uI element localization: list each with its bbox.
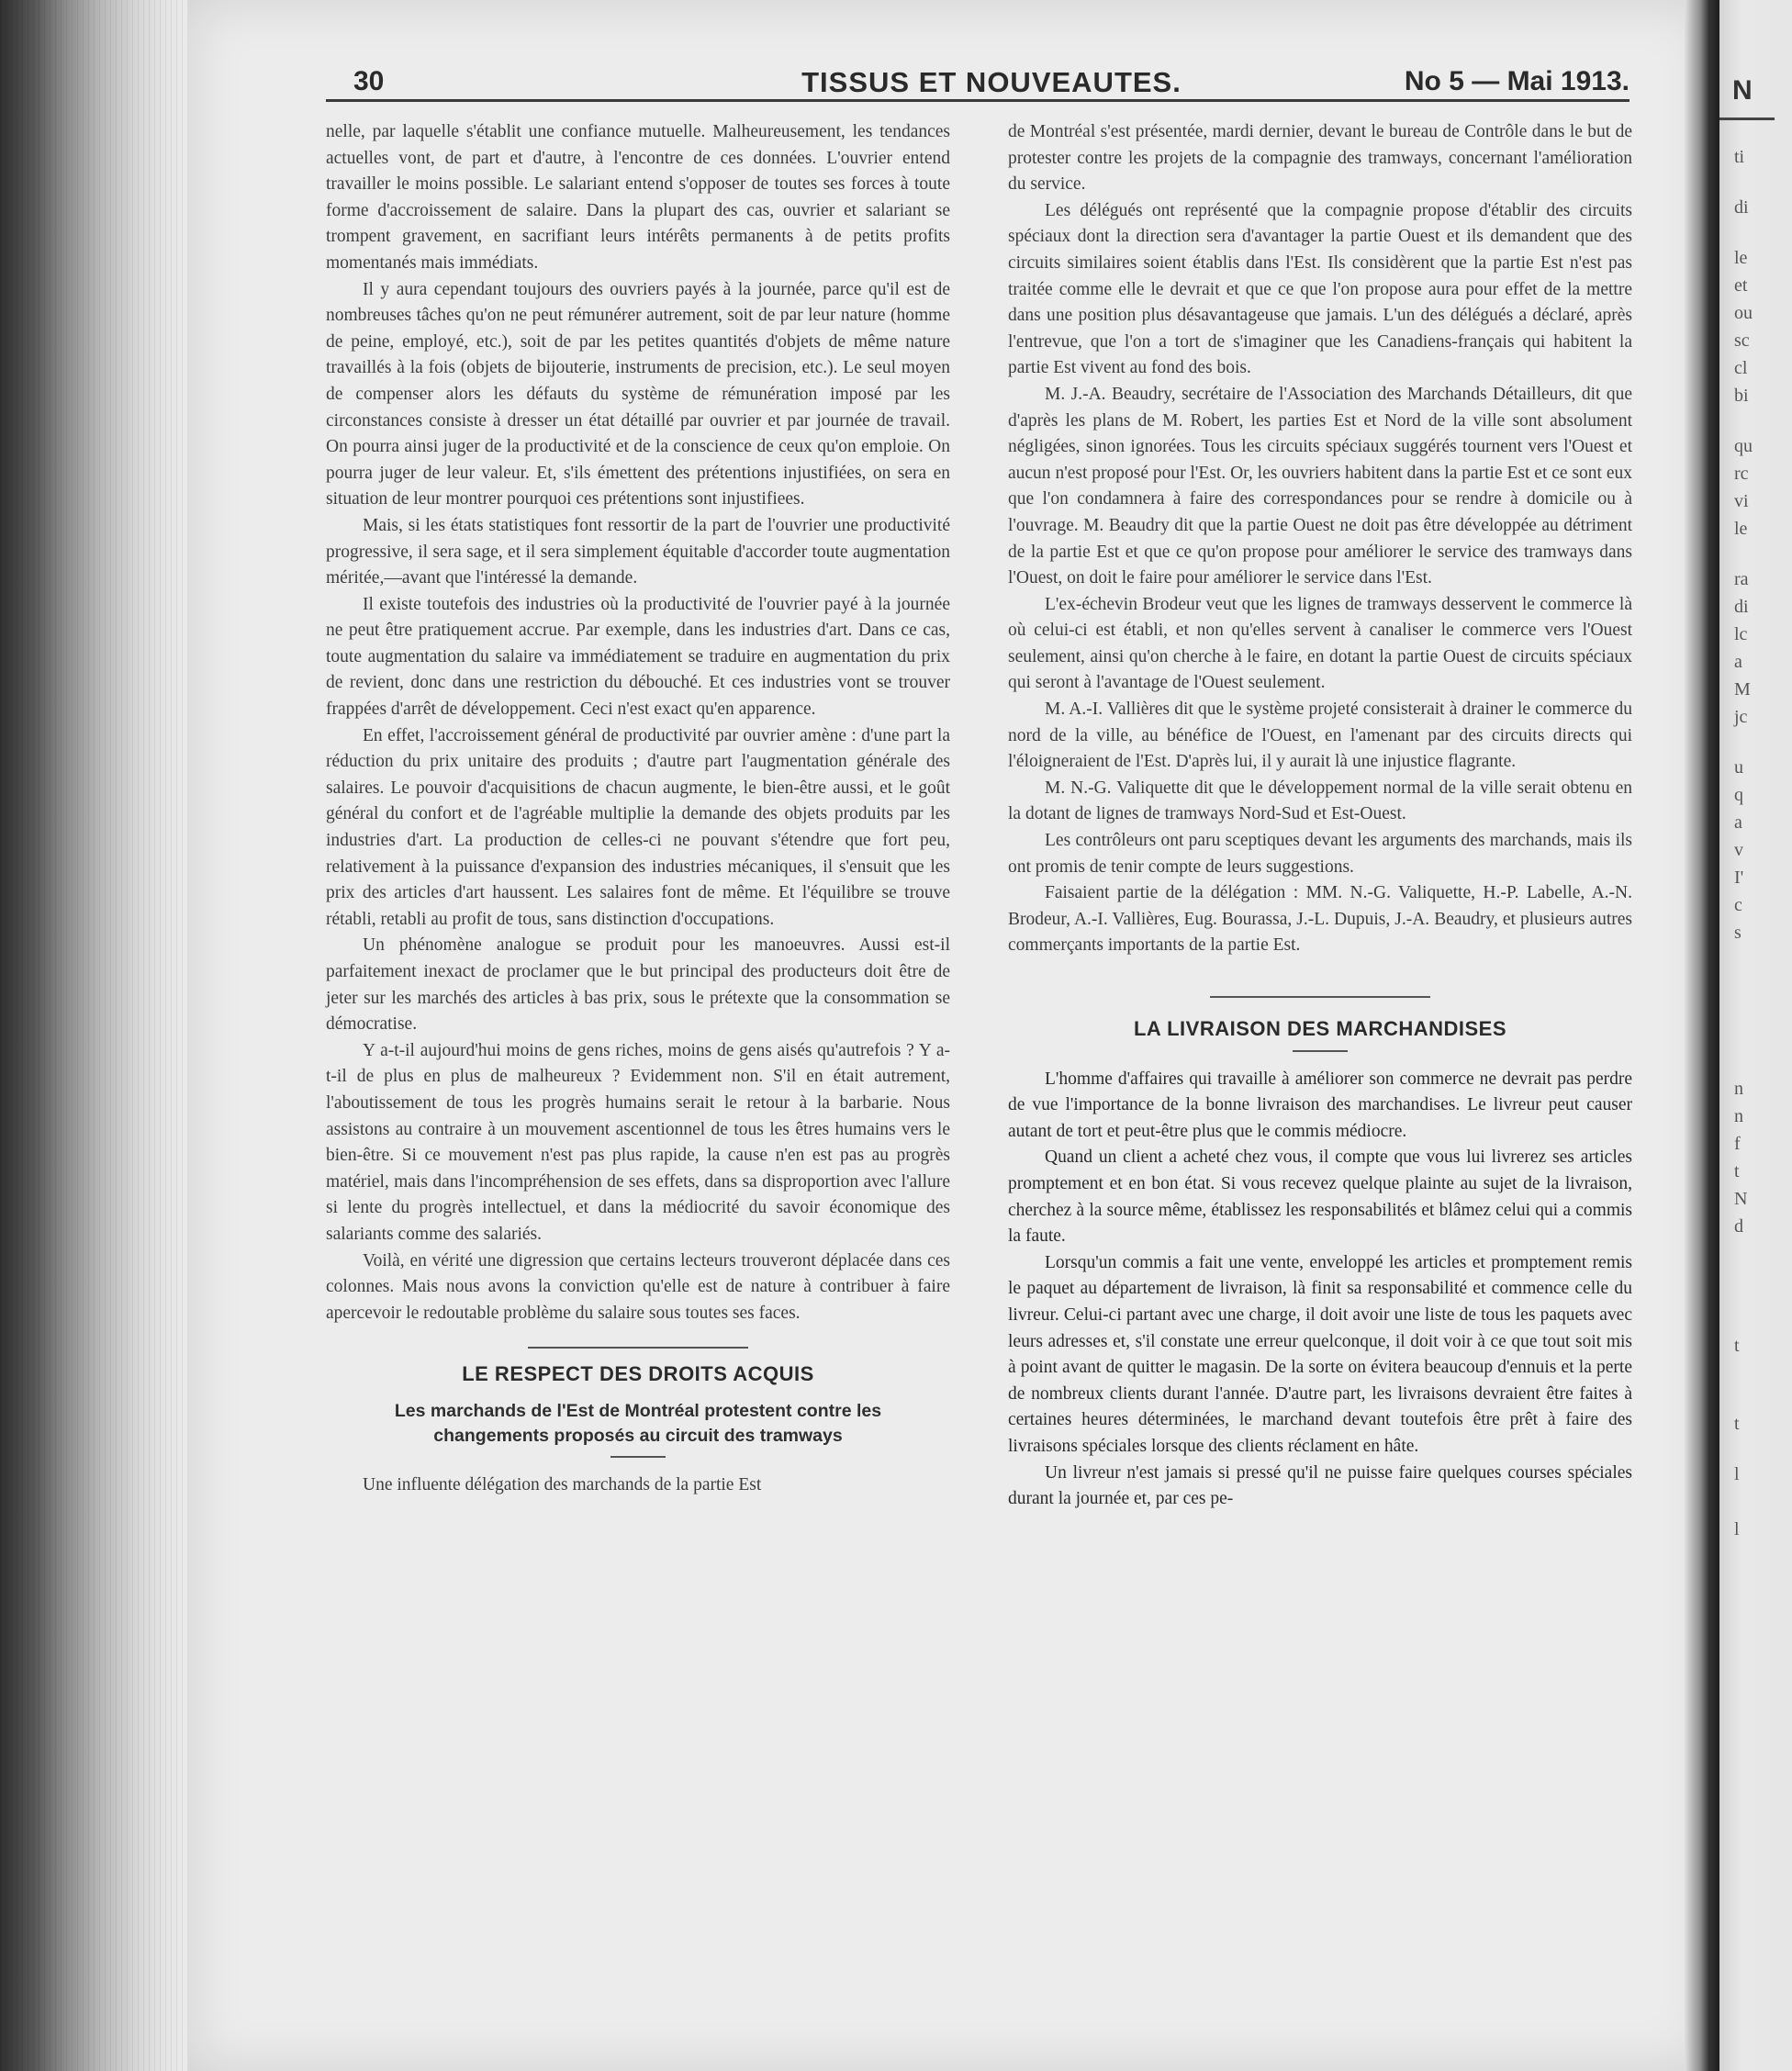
paragraph: Les délégués ont représenté que la compagnie propose d'établir des circuits spéciaux dont la direction sera d'avantager la partie Ouest et ils demandent que des circuits similaires soient établis dans l'Est. Ils considèrent que la partie Est n'est pas traitée comme elle le devrait et que ce que l'on propose aura pour effet de la mettre dans une position plus désavantageuse que jamais. L'un des délégués a déclaré, après l'entrevue, que l'on a tort de s'imaginer que les Canadiens-français qui habitent la partie Est vivent au fond des bois. [1008, 200, 1632, 378]
adjacent-page-line-fragment: jc [1734, 707, 1748, 727]
journal-title: TISSUS ET NOUVEAUTES. [801, 66, 1182, 98]
paragraph: Une influente délégation des marchands de la partie Est [363, 1474, 762, 1494]
paragraph: M. N.-G. Valiquette dit que le développement normal de la ville serait obtenu en la dotant de lignes de tramways Nord-Sud et Est-Ouest. [1008, 778, 1632, 824]
adjacent-page-line-fragment: rc [1734, 464, 1749, 484]
adjacent-page-line-fragment: bi [1734, 386, 1749, 406]
adjacent-page-line-fragment: ra [1734, 569, 1749, 589]
adjacent-page-line-fragment: c [1734, 895, 1742, 915]
adjacent-page-line-fragment: cl [1734, 358, 1748, 378]
adjacent-page-line-fragment: lc [1734, 624, 1748, 644]
left-column [326, 119, 950, 1499]
adjacent-page-line-fragment: M [1734, 679, 1751, 700]
adjacent-page-line-fragment: N [1734, 1189, 1748, 1209]
adjacent-page-line-fragment: a [1734, 652, 1742, 672]
adjacent-page-edge [1719, 0, 1792, 2071]
adjacent-page-line-fragment: q [1734, 785, 1743, 805]
adjacent-page-line-fragment: s [1734, 923, 1742, 943]
issue-label: No 5 — Mai 1913. [1404, 66, 1630, 96]
adjacent-page-header-rule [1719, 118, 1775, 120]
adjacent-page-line-fragment: vi [1734, 491, 1749, 511]
paragraph: Un livreur n'est jamais si pressé qu'il ne puisse faire quelques courses spéciales durant la journée et, par ces pe- [1008, 1462, 1632, 1509]
adjacent-page-line-fragment: ti [1734, 147, 1745, 167]
adjacent-page-line-fragment: le [1734, 248, 1748, 268]
adjacent-page-line-fragment: l [1734, 1464, 1740, 1484]
adjacent-page-line-fragment: di [1734, 597, 1749, 617]
header-rule [326, 99, 1630, 102]
adjacent-page-line-fragment: f [1734, 1134, 1741, 1154]
book-gutter-shadow [1685, 0, 1719, 2071]
paragraph: Un phénomène analogue se produit pour les manoeuvres. Aussi est-il parfaitement inexact de proclamer que le but principal des producteurs doit être de jeter sur les marchés des articles à bas prix, sous le prétexte que la consommation se démocratise. [326, 935, 950, 1035]
section-title: LA LIVRAISON DES MARCHANDISES [1133, 1017, 1507, 1040]
paragraph: Quand un client a acheté chez vous, il compte que vous lui livrerez ses articles promptement et en bon état. Si vous recevez quelque plainte au sujet de la livraison, cherchez à la source même, établissez les responsabilités et blâmez celui qui a commis la faute. [1008, 1147, 1632, 1247]
adjacent-page-line-fragment: n [1734, 1106, 1743, 1126]
paragraph: Il existe toutefois des industries où la productivité de l'ouvrier payé à la journée ne peut être pratiquement accrue. Par exemple, dans les industries d'art. Dans ce cas, toute augmentation du salaire va immédiatement se traduire en augmentation du prix de revient, donc dans une restriction du débouché. Et ces industries vont se trouver frappées d'arrêt de développement. Ceci n'est exact qu'en apparence. [326, 594, 950, 720]
adjacent-page-line-fragment: d [1734, 1216, 1743, 1237]
adjacent-page-line-fragment: qu [1734, 436, 1753, 456]
page-header [353, 66, 1630, 103]
paragraph: Mais, si les états statistiques font ressortir de la part de l'ouvrier une productivité progressive, il sera sage, et il sera simplement équitable d'accorder toute augmentation méritée,—avant que l'intéressé la demande. [326, 515, 950, 588]
paragraph: de Montréal s'est présentée, mardi dernier, devant le bureau de Contrôle dans le but de protester contre les projets de la compagnie des tramways, concernant l'amélioration du service. [1008, 122, 1632, 195]
paragraph: L'homme d'affaires qui travaille à améliorer son commerce ne devrait pas perdre de vue l'importance de la bonne livraison des marchandises. Le livreur peut causer autant de tort et peut-être plus que le commis médiocre. [1008, 1069, 1632, 1141]
section-divider [528, 1347, 748, 1349]
section-divider [1210, 996, 1430, 998]
paragraph: Faisaient partie de la délégation : MM. N.-G. Valiquette, H.-P. Labelle, A.-N. Brodeur, A.-I. Vallières, Eug. Bourassa, J.-L. Dupuis, J.-A. Beaudry, et plusieurs autres commerçants importants de la partie Est. [1008, 883, 1632, 956]
adjacent-page-line-fragment: le [1734, 519, 1748, 539]
paragraph: Voilà, en vérité une digression que certains lecteurs trouveront déplacée dans ces colonnes. Mais nous avons la conviction qu'elle est de nature à contribuer à faire apercevoir le redoutable problème du salaire sous toutes ses faces. [326, 1250, 950, 1323]
paragraph: M. A.-I. Vallières dit que le système projeté consisterait à drainer le commerce du nord de la ville, au bénéfice de l'Ouest, en l'amenant par des circuits directs qui l'éloigneraient de l'Est. D'après lui, il y aurait là une injustice flagrante. [1008, 700, 1632, 772]
paragraph: Il y aura cependant toujours des ouvriers payés à la journée, parce qu'il est de nombreuses tâches qu'on ne peut rémunérer autrement, soit de par leur nature (homme de peine, employé, etc.), soit de par les petites quantités d'objets de même nature travaillés à la fois (objets de bijouterie, instruments de precision, etc.). Le seul moyen de compenser alors les défauts du système de rémunération imposé par les circonstances consiste à dresser un état détaillé par ouvrier et par journée de travail. On pourra ainsi juger de la productivité et de la conscience de ceux qu'on emploie. On pourra juger de leur valeur. Et, s'ils émettent des prétentions injustifiées, on sera en situation de leur montrer pourquoi ces prétentions sont injustifiees. [326, 279, 950, 509]
adjacent-page-line-fragment: t [1734, 1336, 1740, 1356]
adjacent-page-line-fragment: l [1734, 1519, 1740, 1539]
adjacent-page-line-fragment: ou [1734, 303, 1753, 323]
paragraph: Lorsqu'un commis a fait une vente, enveloppé les articles et promptement remis le paquet au département de livraison, là finit sa responsabilité et commence celle du livreur. Celui-ci partant avec une charge, il doit avoir une liste de tous les paquets avec leurs adresses et, s'il constate une erreur quelconque, il doit voir à ce que tout soit mis à point avant de quitter le magasin. De la sorte on évitera beaucoup d'ennuis et la perte de nombreux clients durant l'année. D'autre part, les livraisons devraient être faites à certaines heures déterminées, le marchand devant toutefois être prêt à faire des livraisons spéciales lorsque des clients réclament en hâte. [1008, 1252, 1632, 1456]
paragraph: L'ex-échevin Brodeur veut que les lignes de tramways desservent le commerce là où celui-ci est établi, et non qu'elles servent à canaliser le commerce vers l'Ouest seulement, ainsi qu'on cherche à le faire, en dotant la partie Ouest de circuits spéciaux qui seront à l'avantage de l'Ouest seulement. [1008, 594, 1632, 693]
paragraph: Y a-t-il aujourd'hui moins de gens riches, moins de gens aisés qu'autrefois ? Y a-t-il de plus en plus de malheureux ? Evidemment non. S'il en était autrement, l'aboutissement de tous les progrès humains serait le retour à la barbarie. Nous assistons au contraire à un mouvement ascentionnel de tous les êtres humains vers le bien-être. Si ce mouvement n'est pas plus rapide, la cause n'en est pas au progrès matériel, mais dans l'incompréhension de ses effets, dans sa disproportion avec l'allure si lente du progrès intellectuel, et dans la médiocrité du savoir économique des salariants comme des salariés. [326, 1040, 950, 1244]
right-column [1008, 119, 1632, 1513]
paragraph: En effet, l'accroissement général de productivité par ouvrier amène : d'une part la réduction du prix unitaire des produits ; d'autre part l'augmentation générale des salaires. Le pouvoir d'acquisitions de chacun augmente, le bien-être aussi, et le goût général du confort et de l'agréable multiplie la demande des objets produits par les industries d'art. La production de celles-ci ne pouvant s'étendre que fort peu, relativement à la puissance d'expansion des industries mécaniques, il s'ensuit que les prix des articles d'art haussent. Les salaires font de même. Et l'équilibre se trouve rétabli, retabli au profit de tous, sans distinction d'occupations. [326, 725, 950, 929]
section-title: LE RESPECT DES DROITS ACQUIS [462, 1362, 814, 1386]
section-subtitle: Les marchands de l'Est de Montréal protestent contre les changements proposés au circuit des tramways [394, 1400, 882, 1446]
adjacent-page-line-fragment: n [1734, 1079, 1743, 1099]
adjacent-page-line-fragment: u [1734, 757, 1743, 778]
paragraph: nelle, par laquelle s'établit une confiance mutuelle. Malheureusement, les tendances actuelles vont, de part et d'autre, à l'encontre de ces données. L'ouvrier entend travailler le moins possible. Le salariant entend s'opposer de toutes ses forces à toute forme d'accroissement de salaire. Dans la plupart des cas, ouvrier et salariant se trompent gravement, en sacrifiant leurs intérêts permanents à de petits profits momentanés mais immédiats. [326, 122, 950, 273]
adjacent-page-line-fragment: a [1734, 812, 1742, 833]
adjacent-page-line-fragment: et [1734, 275, 1748, 296]
short-divider [1293, 1050, 1348, 1052]
adjacent-page-line-fragment: v [1734, 840, 1743, 860]
book-binding-edge [0, 0, 193, 2071]
paragraph: Les contrôleurs ont paru sceptiques devant les arguments des marchands, mais ils ont promis de tenir compte de leurs suggestions. [1008, 831, 1632, 877]
adjacent-page-line-fragment: sc [1734, 330, 1750, 351]
adjacent-page-line-fragment: I' [1734, 868, 1744, 888]
page-number: 30 [353, 66, 385, 96]
short-divider [610, 1456, 666, 1458]
paragraph: M. J.-A. Beaudry, secrétaire de l'Association des Marchands Détailleurs, dit que d'après les plans de M. Robert, les parties Est et Nord de la ville sont absolument négligées, sinon ignorées. Tous les circuits spéciaux suggérés tournent vers l'Ouest et aucun n'est proposé pour l'Est. Or, les ouvriers habitent dans la partie Est et ce sont eux que l'on condamnera à faire des correspondances pour se rendre à domicile ou à l'ouvrage. M. Beaudry dit que la partie Ouest ne doit pas être développée au détriment de la partie Est et que ce qu'on propose pour améliorer le service des tramways dans l'Ouest, on doit le faire pour améliorer le service dans l'Est. [1008, 384, 1632, 588]
adjacent-page-line-fragment: t [1734, 1414, 1740, 1434]
adjacent-page-line-fragment: t [1734, 1161, 1740, 1181]
adjacent-page-header-fragment: N [1732, 75, 1753, 106]
adjacent-page-line-fragment: di [1734, 197, 1749, 218]
